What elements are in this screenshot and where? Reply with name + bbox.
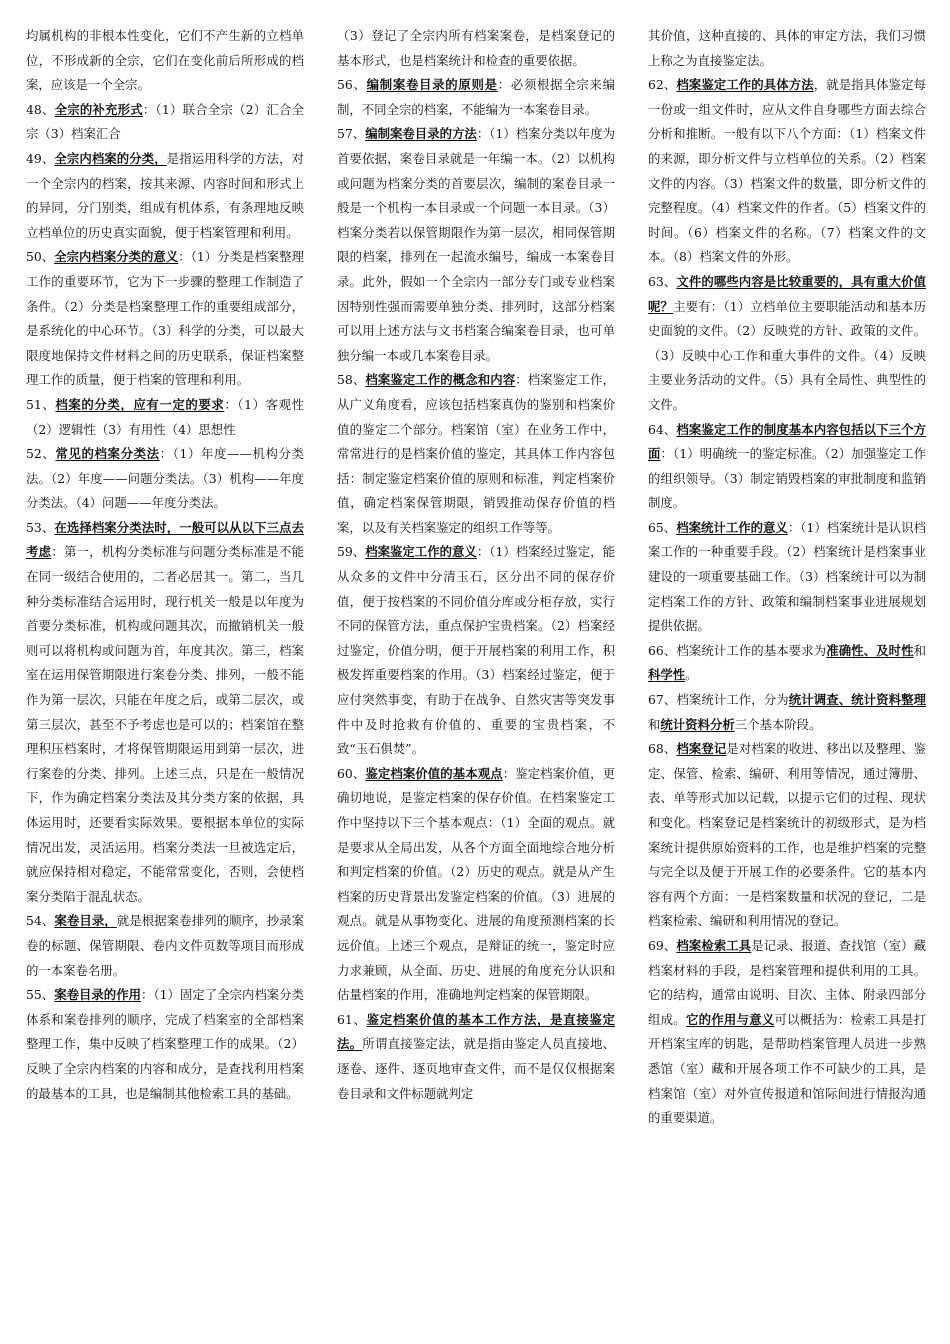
body-text: 49、: [26, 150, 55, 166]
body-text: 可以概括为：检索工具是打开档案宝库的钥匙，是帮助档案管理人员进一步熟悉馆（室）藏和开展各项工作不可缺少的工具，是档案馆（室）对外宣传报道和馆际间进行情报沟通的重要渠道。: [648, 1011, 926, 1126]
term-heading: 统计资料分析: [660, 716, 735, 732]
body-text: 是记录、报道、查找馆（室）藏档案材料的手段，是档案管理和提供利用的工具。它的结构，通常由说明、目次、主体、附录四部分组成。: [648, 937, 926, 1027]
paragraph: [648, 737, 926, 934]
paragraph: [337, 1008, 615, 1106]
term-heading: 它的作用与意义: [685, 1011, 775, 1027]
paragraph: [337, 762, 615, 1008]
term-heading: 准确性、及时性: [826, 642, 914, 658]
body-text: 50、: [26, 249, 55, 265]
document-page: [26, 24, 926, 1324]
body-text: （3）登记了全宗内所有档案案卷，是档案登记的基本形式，也是档案统计和检查的重要依据。: [337, 28, 615, 68]
paragraph: [648, 639, 926, 688]
body-text: ：第一，机构分类标准与问题分类标准是不能在同一级结合使用的，二者必居其一。第二，当几种分类标准结合运用时，现行机关一般是以年度为首要分类标准，机构或问题其次，而撤销机关一般则可以将机构或问题为首，年度其次。第三，档案室在运用保管期限进行案卷分类、排列，一般不能作为第一层次，只能在年度之后，或第二层次，或第三层次，甚至不予考虑也是可以的；档案馆在整理积压档案时，才将保管期限运用到第一层次，进行案卷的分类、排列。上述三点，只是在一般情况下，作为确定档案分类法及其分类方案的依据，具体运用时，还要看实际效果。要根据本单位的实际情况出发，灵活运用。档案分类法一旦被选定后，就应保持相对稳定，不能常常变化，否则，会使档案分类陷于混乱状态。: [26, 544, 304, 904]
body-text: 60、: [337, 765, 366, 781]
paragraph: [26, 983, 304, 1106]
body-text: ：（1）固定了全宗内档案分类体系和案卷排列的顺序，完成了档案室的全部档案整理工作，集中反映了档案整理工作的成果。（2）反映了全宗内档案的内容和成分，是查找利用档案的最基本的工具，也是编制其他检索工具的基础。: [26, 987, 304, 1101]
text-column-middle: [337, 24, 615, 1324]
body-text: 48、: [26, 101, 55, 117]
term-heading: 档案统计工作的意义: [676, 519, 788, 535]
paragraph: [26, 24, 304, 98]
paragraph: [648, 688, 926, 737]
body-text: 69、: [648, 937, 677, 953]
body-text: ：档案鉴定工作，从广义角度看，应该包括档案真伪的鉴别和档案价值的鉴定二个部分。档案馆（室）在业务工作中，常常进行的是档案价值的鉴定，其具体工作内容包括：制定鉴定档案价值的原则和标准，判定档案价值，确定档案保管期限，销毁推动保存价值的档案，以及有关档案鉴定的组织工作等等。: [337, 372, 615, 535]
term-heading: 案卷目录的作用: [54, 987, 142, 1003]
paragraph: [26, 442, 304, 516]
body-text: ：（1）联合全宗（2）汇合全宗（3）档案汇合: [26, 101, 304, 142]
body-text: 68、: [648, 741, 677, 757]
paragraph: [337, 122, 615, 368]
term-heading: 统计调查、统计资料整理: [788, 692, 926, 708]
body-text: 就是根据案卷排列的顺序，抄录案卷的标题、保管期限、卷内文件页数等项目而形成的一本案卷名册。: [26, 913, 304, 978]
body-text: 和: [913, 642, 926, 658]
term-heading: 案卷目录，: [54, 913, 117, 929]
paragraph: [26, 245, 304, 393]
paragraph: [648, 418, 926, 516]
term-heading: 全宗内档案分类的意义: [54, 249, 179, 265]
body-text: 是对档案的收进、移出以及整理、鉴定、保管、检索、编研、利用等情况，通过簿册、表、单等形式加以记载，以提示它们的过程、现状和变化。档案登记是档案统计的初级形式，是为档案统计提供原始资料的工作，也是维护档案的完整与完全以及便于开展工作的必要条件。它的基本内容有两个方面：一是档案数量和状况的登记，二是档案检索、编研和利用情况的登记。: [648, 741, 926, 929]
term-heading: 全宗内档案的分类，: [54, 150, 167, 166]
body-text: 其价值，这种直接的、具体的审定方法，我们习惯上称之为直接鉴定法。: [648, 28, 926, 68]
body-text: 主要有：（1）立档单位主要职能活动和基本历史面貌的文件。（2）反映党的方针、政策的文件。（3）反映中心工作和重大事件的文件。（4）反映主要业务活动的文件。（5）具有全局性、典型性的文件。: [648, 298, 926, 412]
term-heading: 档案鉴定工作的制度基本内容包括以下三个方面: [648, 421, 926, 462]
paragraph: [26, 98, 304, 147]
body-text: 51、: [26, 396, 56, 412]
term-heading: 档案登记: [676, 741, 727, 757]
body-text: 64、: [648, 421, 677, 437]
body-text: 56、: [337, 77, 367, 93]
term-heading: 档案鉴定工作的意义: [365, 544, 477, 560]
term-heading: 科学性: [648, 667, 686, 683]
paragraph: [26, 909, 304, 983]
body-text: ：（1）档案经过鉴定，能从众多的文件中分清玉石，区分出不同的保存价值，便于按档案的不同价值分库或分柜存放，实行不同的保管方法，重点保护宝贵档案。（2）档案经过鉴定，价值分明，便于开展档案的利用工作，积极发挥重要档案的作用。（3）档案经过鉴定，便于应付突然事变，有助于在战争、自然灾害等突发事件中及时抢救有价值的、重要的宝贵档案，不致“玉石俱焚”。: [337, 544, 615, 757]
text-column-right: [648, 24, 926, 1324]
paragraph: [648, 934, 926, 1131]
body-text: 65、: [648, 519, 677, 535]
text-column-left: [26, 24, 304, 1324]
paragraph: [648, 24, 926, 73]
body-text: ，就是指具体鉴定每一份或一组文件时，应从文件自身哪些方面去综合分析和推断。一般有以下八个方面：（1）档案文件的来源，即分析文件与立档单位的关系。（2）档案文件的内容。（3）档案文件的数量，即分析文件的完整程度。（4）档案文件的作者。（5）档案文件的时间。（6）档案文件的名称。（7）档案文件的文本。（8）档案文件的外形。: [648, 77, 926, 265]
body-text: 三个基本阶段。: [734, 716, 822, 732]
term-heading: 档案的分类，应有一定的要求: [55, 396, 225, 412]
body-text: ：鉴定档案价值，更确切地说，是鉴定档案的保存价值。在档案鉴定工作中坚持以下三个基本观点：（1）全面的观点。就是要求从全局出发，从各个方面全面地综合地分析和判定档案的价值。（2）历史的观点。就是从产生档案的历史背景出发鉴定档案的价值。（3）进展的观点。就是从事物变化、进展的角度预测档案的长远价值。上述三个观点，是辩证的统一，鉴定时应力求兼顾，从全面、历史、进展的角度充分认识和估量档案的作用，准确地判定档案的保管期限。: [337, 765, 615, 1003]
body-text: ：（1）档案分类以年度为首要依据，案卷目录就是一年编一本。（2）以机构或问题为档案分类的首要层次，编制的案卷目录一般是一个机构一本目录或一个问题一本目录。（3）档案分类若以保管期限作为第一层次，相同保管期限的档案，排列在一起流水编号，编成一本案卷目录。此外，假如一个全宗内一部分专门或专业档案因特别性强而需要单独分类、排列时，这部分档案可以用上述方法与文书档案合编案卷目录，也可单独分编一本或几本案卷目录。: [337, 126, 615, 363]
term-heading: 编制案卷目录的原则是: [366, 77, 498, 93]
term-heading: 全宗的补充形式: [54, 101, 143, 117]
term-heading: 鉴定档案价值的基本观点: [365, 765, 503, 781]
body-text: ：（1）明确统一的鉴定标准。（2）加强鉴定工作的组织领导。（3）制定销毁档案的审批制度和监销制度。: [648, 446, 926, 511]
paragraph: [648, 73, 926, 270]
paragraph: [337, 73, 615, 122]
term-heading: 编制案卷目录的方法: [365, 126, 477, 142]
body-text: 所谓直接鉴定法，就是指由鉴定人员直接地、逐卷、逐件、逐页地审查文件，而不是仅仅根据案卷目录和文件标题就判定: [337, 1036, 615, 1101]
body-text: 61、: [337, 1011, 367, 1027]
body-text: ：（1）年度——机构分类法。（2）年度——问题分类法。（3）机构——年度分类法。（4）问题——年度分类法。: [26, 446, 304, 511]
body-text: 。: [685, 667, 698, 683]
body-text: 58、: [337, 372, 366, 388]
term-heading: 鉴定档案价值的基本工作方法，是直接鉴定法。: [337, 1011, 615, 1052]
body-text: 均属机构的非根本性变化，它们不产生新的立档单位，不形成新的全宗，它们在变化前后所形成的档案，应该是一个全宗。: [26, 28, 304, 93]
paragraph: [26, 147, 304, 245]
paragraph: [337, 24, 615, 73]
body-text: 63、: [648, 273, 677, 289]
body-text: ：必须根据全宗来编制，不同全宗的档案，不能编为一本案卷目录。: [337, 77, 615, 117]
paragraph: [337, 540, 615, 761]
term-heading: 常见的档案分类法: [55, 446, 160, 462]
term-heading: 档案检索工具: [676, 937, 752, 953]
paragraph: [648, 270, 926, 418]
body-text: ：（1）档案统计是认识档案工作的一种重要手段。（2）档案统计是档案事业建设的一项重要基础工作。（3）档案统计可以为制定档案工作的方针、政策和编制档案事业进展规划提供依据。: [648, 519, 926, 634]
body-text: 和: [648, 716, 661, 732]
body-text: 62、: [648, 77, 677, 93]
body-text: 53、: [26, 519, 55, 535]
body-text: 66、档案统计工作的基本要求为: [648, 642, 827, 658]
paragraph: [26, 393, 304, 442]
term-heading: 文件的哪些内容是比较重要的，具有重大价值呢？: [648, 273, 926, 314]
body-text: 59、: [337, 544, 366, 560]
term-heading: 在选择档案分类法时，一般可以从以下三点去考虑: [26, 519, 304, 560]
body-text: ：（1）客观性（2）逻辑性（3）有用性（4）思想性: [26, 396, 304, 437]
body-text: 52、: [26, 446, 56, 462]
body-text: 55、: [26, 987, 55, 1003]
body-text: 是指运用科学的方法，对一个全宗内的档案，按其来源、内容时间和形式上的异同，分门别类，组成有机体系，有条理地反映立档单位的历史真实面貌，便于档案管理和利用。: [26, 150, 304, 240]
body-text: 57、: [337, 126, 366, 142]
paragraph: [648, 516, 926, 639]
body-text: 67、档案统计工作，分为: [648, 692, 789, 708]
paragraph: [26, 516, 304, 910]
paragraph: [337, 368, 615, 540]
body-text: ：（1）分类是档案整理工作的重要环节，它为下一步骤的整理工作制造了条件。（2）分类是档案整理工作的重要组成部分，是系统化的中心环节。（3）科学的分类，可以最大限度地保持文件材料之间的历史联系，保证档案整理工作的质量，便于档案的管理和利用。: [26, 249, 304, 388]
term-heading: 档案鉴定工作的具体方法: [676, 77, 814, 93]
body-text: 54、: [26, 913, 55, 929]
term-heading: 档案鉴定工作的概念和内容: [365, 372, 516, 388]
